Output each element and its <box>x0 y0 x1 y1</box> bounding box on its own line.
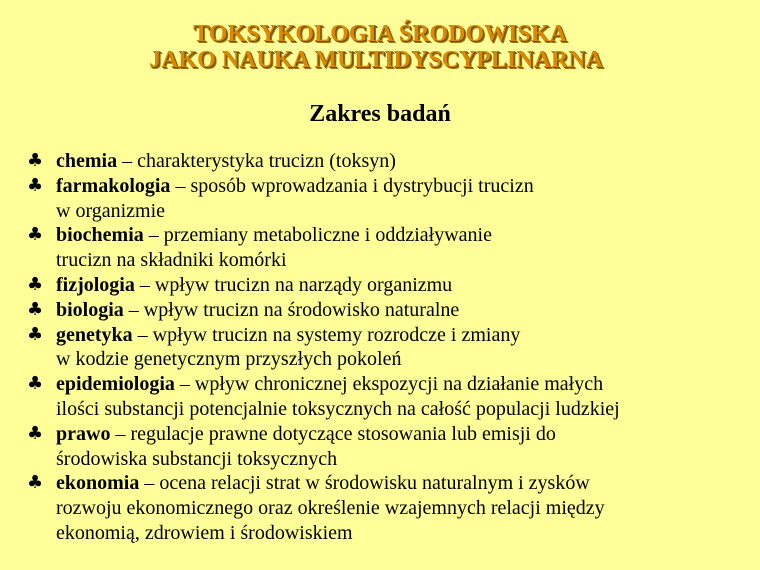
item-separator: – <box>117 150 138 172</box>
list-item <box>27 471 747 545</box>
list-item <box>27 223 747 273</box>
item-description: wpływ trucizn na środowisko naturalne <box>143 298 460 321</box>
item-separator: – <box>123 298 144 321</box>
item-term: chemia <box>56 150 118 172</box>
item-description: wpływ trucizn na systemy rozrodcze i zmiany <box>152 323 521 346</box>
slide-subtitle: Zakres badań <box>309 101 451 127</box>
item-term: ekonomia <box>56 472 140 495</box>
item-term: farmakologia <box>56 174 171 197</box>
item-separator: – <box>143 224 164 247</box>
item-term: biochemia <box>56 224 144 247</box>
item-separator: – <box>110 422 131 445</box>
club-suit-icon: ♣ <box>27 150 44 171</box>
item-term: fizjologia <box>56 273 135 296</box>
item-description: charakterystyka trucizn (toksyn) <box>137 150 396 172</box>
list-item <box>27 149 747 174</box>
item-description: wpływ chronicznej ekspozycji na działanie małych <box>194 373 604 396</box>
item-term: epidemiologia <box>56 373 175 396</box>
item-separator: – <box>170 174 191 197</box>
item-description-cont: ilości substancji potencjalnie toksycznych na całość populacji ludzkiej <box>56 397 620 420</box>
club-suit-icon: ♣ <box>27 373 44 395</box>
slide-title-line-2: JAKO NAUKA MULTIDYSCYPLINARNA <box>149 47 603 73</box>
list-item <box>27 273 747 298</box>
item-separator: – <box>174 373 195 396</box>
item-description-cont: w organizmie <box>56 199 166 222</box>
item-description-cont: trucizn na składniki komórki <box>56 249 287 272</box>
slide-title-line-1: TOKSYKOLOGIA ŚRODOWISKA <box>193 21 567 47</box>
club-suit-icon: ♣ <box>27 174 44 196</box>
item-separator: – <box>139 472 160 495</box>
list-item <box>27 372 747 422</box>
item-separator: – <box>134 273 155 296</box>
list-item <box>27 174 747 224</box>
club-suit-icon: ♣ <box>27 422 44 444</box>
item-term: biologia <box>56 298 124 321</box>
list-item <box>27 422 747 472</box>
item-description-cont: ekonomią, zdrowiem i środowiskiem <box>56 521 353 544</box>
list-item <box>27 323 747 373</box>
item-description: przemiany metaboliczne i oddziaływanie <box>163 224 492 247</box>
list-item <box>27 298 747 323</box>
item-description-cont: w kodzie genetycznym przyszłych pokoleń <box>56 348 402 371</box>
club-suit-icon: ♣ <box>27 298 44 320</box>
item-description: sposób wprowadzania i dystrybucji trucizn <box>190 174 534 197</box>
club-suit-icon: ♣ <box>27 273 44 295</box>
item-term: genetyka <box>56 323 133 346</box>
item-separator: – <box>132 323 153 346</box>
club-suit-icon: ♣ <box>27 323 44 345</box>
club-suit-icon: ♣ <box>27 224 44 246</box>
item-description-cont: rozwoju ekonomicznego oraz określenie wzajemnych relacji między <box>56 497 605 520</box>
item-term: prawo <box>56 422 111 445</box>
scope-list <box>27 149 747 546</box>
item-description: ocena relacji strat w środowisku naturalnym i zysków <box>159 472 590 495</box>
club-suit-icon: ♣ <box>27 472 44 494</box>
item-description: wpływ trucizn na narządy organizmu <box>154 273 453 296</box>
item-description: regulacje prawne dotyczące stosowania lub emisji do <box>130 422 556 445</box>
item-description-cont: środowiska substancji toksycznych <box>56 447 338 470</box>
